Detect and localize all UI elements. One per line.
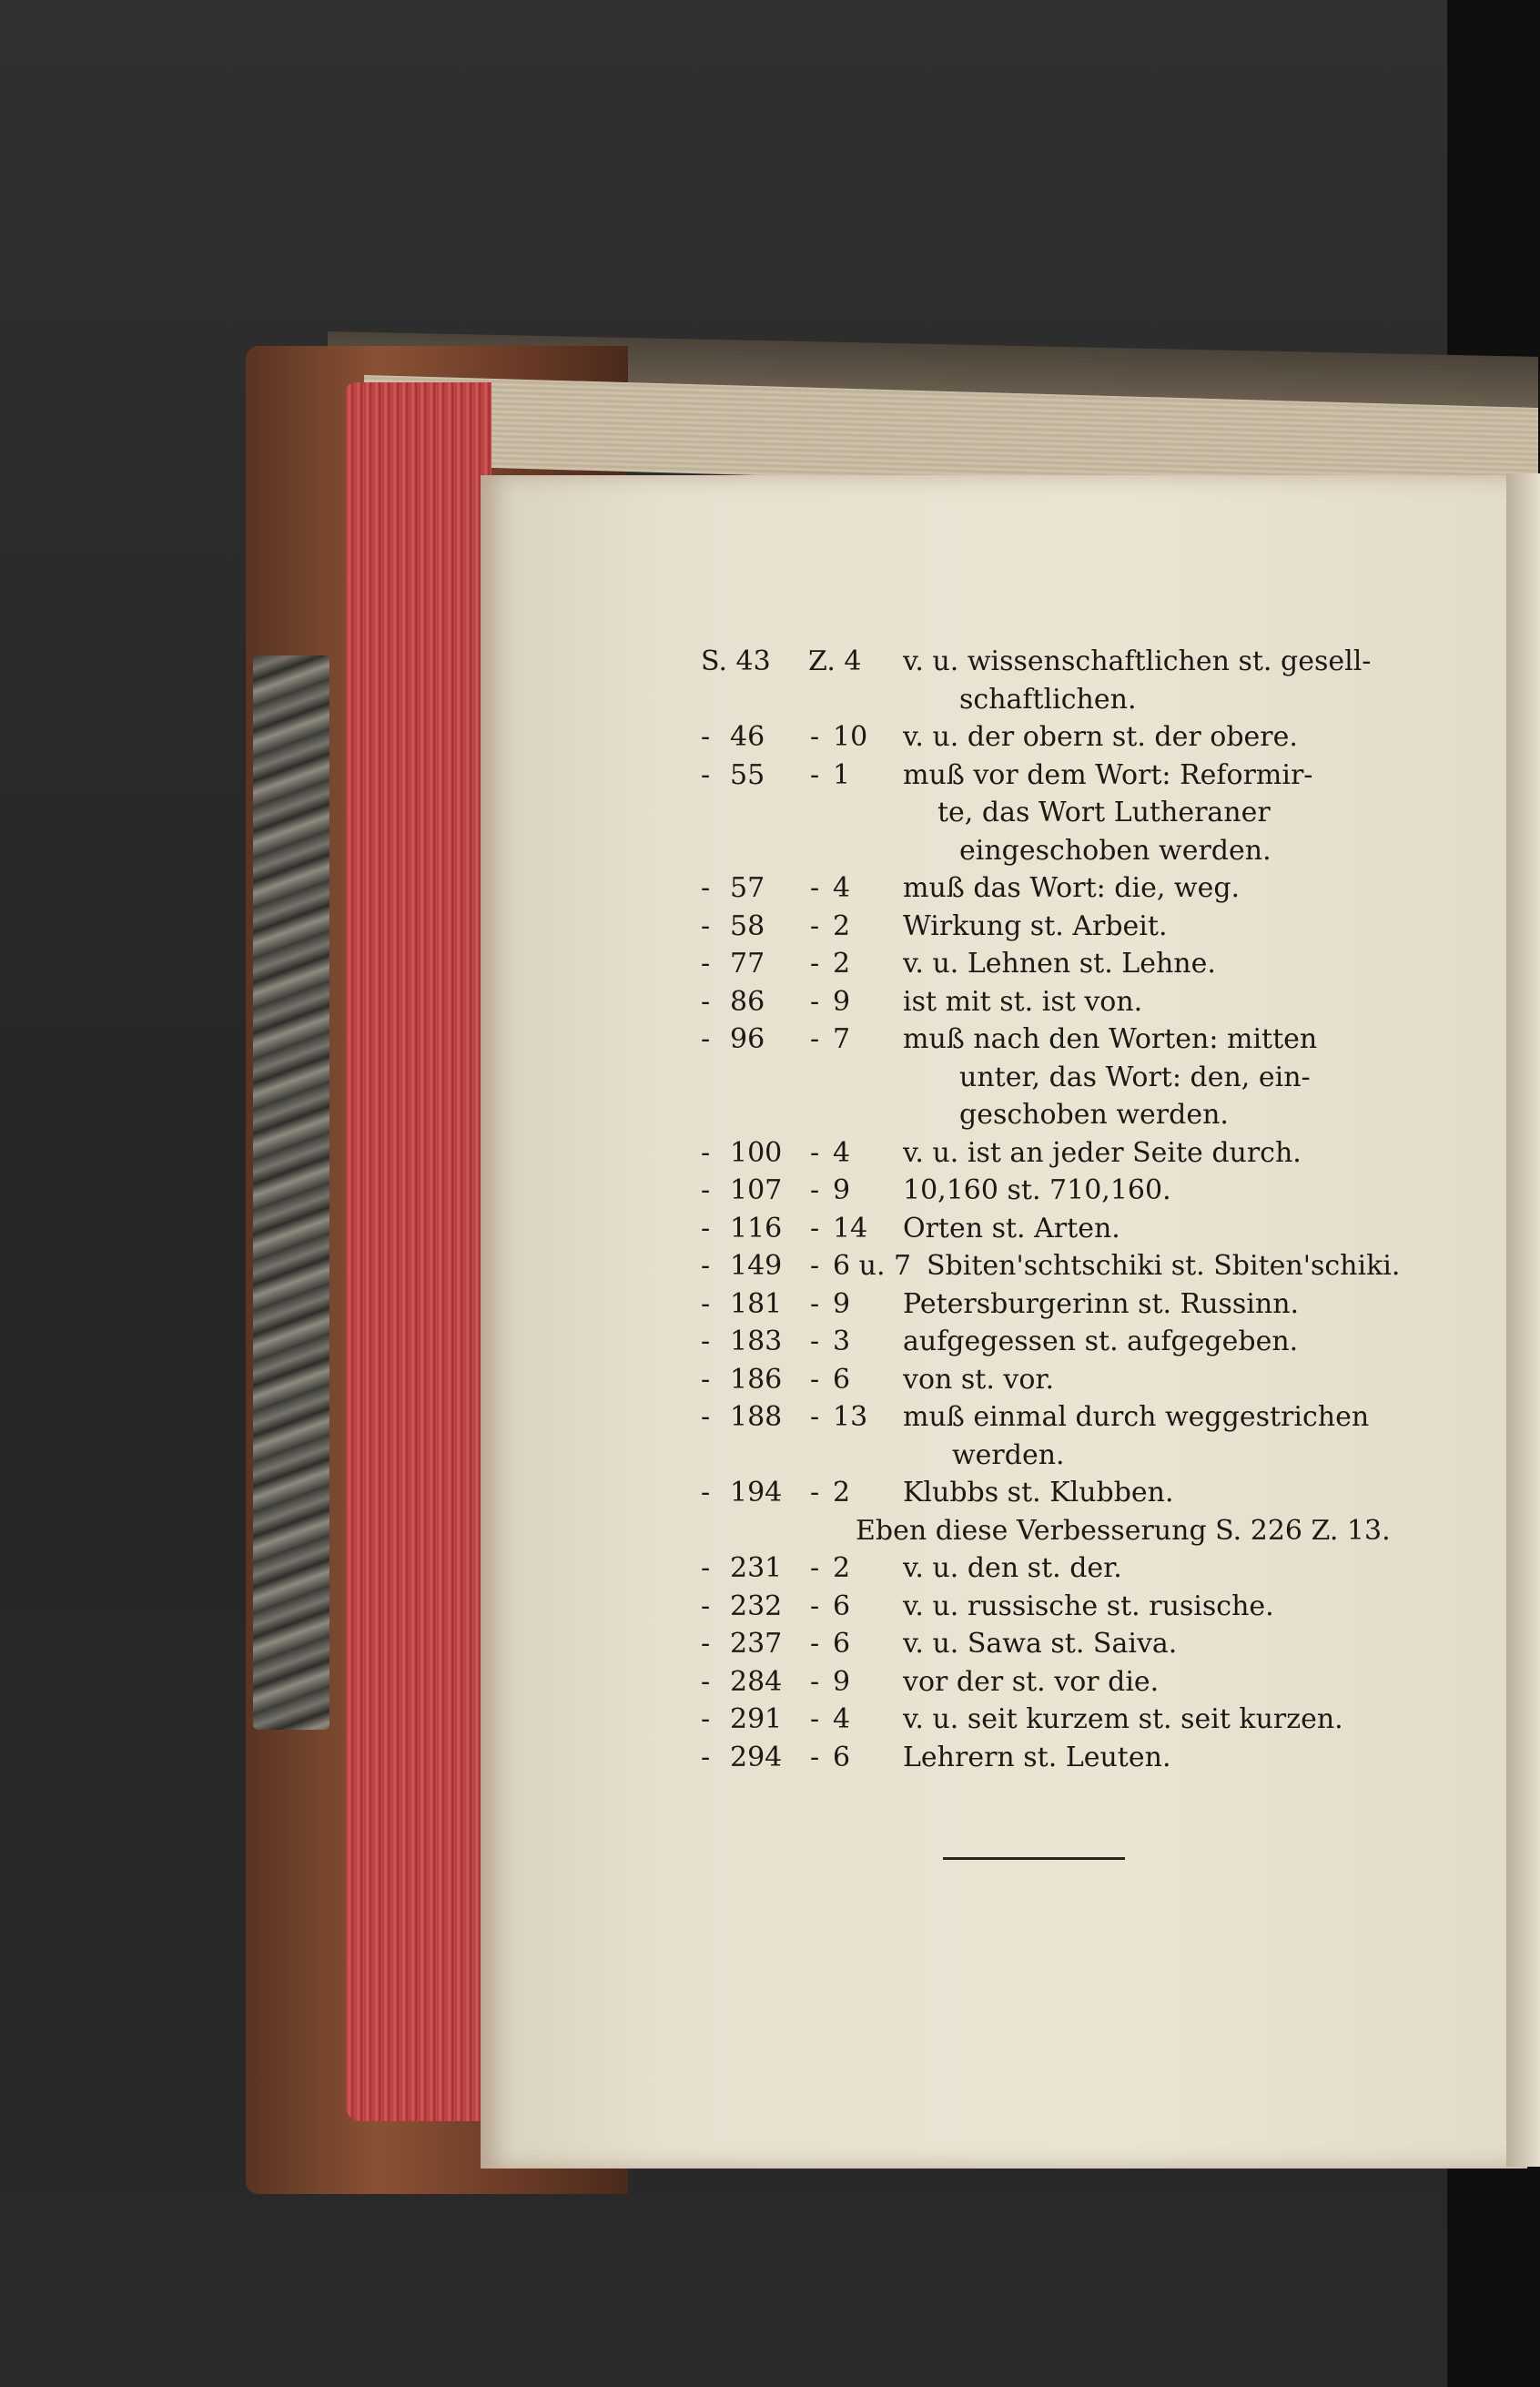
errata-line: 9 bbox=[833, 1174, 851, 1206]
errata-line: 14 bbox=[833, 1212, 868, 1244]
errata-continuation: schaftlichen. bbox=[959, 683, 1137, 716]
facing-page-edge bbox=[1506, 473, 1540, 2167]
errata-continuation: geschoben werden. bbox=[959, 1099, 1229, 1131]
errata-continuation: unter, das Wort: den, ein- bbox=[959, 1061, 1311, 1093]
errata-continuation: eingeschoben werden. bbox=[959, 834, 1272, 867]
errata-page: 107 bbox=[730, 1174, 783, 1206]
errata-page: 96 bbox=[730, 1023, 765, 1055]
errata-page: 284 bbox=[730, 1665, 783, 1698]
marbled-cover-panel bbox=[253, 655, 329, 1730]
errata-entry: - 58 - 2 Wirkung st. Arbeit. bbox=[701, 908, 1429, 946]
errata-page: 237 bbox=[730, 1628, 783, 1660]
errata-correction: aufgegessen st. aufgegeben. bbox=[903, 1326, 1299, 1357]
errata-line: 1 bbox=[833, 758, 851, 791]
errata-entry: - 237 - 6 v. u. Sawa st. Saiva. bbox=[701, 1625, 1429, 1663]
errata-correction: v. u. der obern st. der obere. bbox=[903, 721, 1298, 753]
errata-line: 6 bbox=[833, 1741, 851, 1773]
errata-entry: - 107 - 9 10,160 st. 710,160. bbox=[701, 1172, 1429, 1210]
errata-page: 55 bbox=[730, 758, 765, 791]
errata-list bbox=[701, 643, 1429, 1776]
errata-entry: - 183 - 3 aufgegessen st. aufgegeben. bbox=[701, 1323, 1429, 1361]
errata-page: 231 bbox=[730, 1552, 783, 1584]
errata-line: 7 bbox=[833, 1023, 851, 1055]
closing-rule bbox=[943, 1857, 1125, 1860]
errata-correction: muß vor dem Wort: Reformir- bbox=[903, 758, 1313, 791]
errata-correction: 10,160 st. 710,160. bbox=[903, 1174, 1171, 1206]
errata-correction: muß das Wort: die, weg. bbox=[903, 872, 1241, 904]
errata-line: Z. 4 bbox=[808, 645, 862, 677]
errata-correction: ist mit st. ist von. bbox=[903, 985, 1143, 1018]
errata-correction: v. u. russische st. rusische. bbox=[903, 1590, 1274, 1622]
errata-line: 2 bbox=[833, 1477, 851, 1508]
errata-entry: - 116 - 14 Orten st. Arten. bbox=[701, 1210, 1429, 1248]
errata-entry: - 57 - 4 muß das Wort: die, weg. bbox=[701, 869, 1429, 908]
errata-line: 6 u. 7 bbox=[833, 1250, 912, 1282]
errata-entry: - 86 - 9 ist mit st. ist von. bbox=[701, 983, 1429, 1021]
errata-line: 4 bbox=[833, 1136, 851, 1169]
errata-entry: - 231 - 2 v. u. den st. der. bbox=[701, 1549, 1429, 1588]
errata-page: 194 bbox=[730, 1477, 783, 1508]
errata-line: 2 bbox=[833, 948, 851, 980]
errata-correction: Klubbs st. Klubben. bbox=[903, 1477, 1174, 1508]
errata-correction: v. u. ist an jeder Seite durch. bbox=[903, 1136, 1302, 1169]
errata-correction: Petersburgerinn st. Russinn. bbox=[903, 1287, 1300, 1320]
errata-entry: - 55 - 1 muß vor dem Wort: Reformir- bbox=[701, 757, 1429, 795]
errata-page: 58 bbox=[730, 909, 765, 942]
errata-correction: muß nach den Worten: mitten bbox=[903, 1023, 1318, 1055]
errata-entry: - 284 - 9 vor der st. vor die. bbox=[701, 1663, 1429, 1701]
errata-page: 86 bbox=[730, 985, 765, 1018]
errata-page: 188 bbox=[730, 1401, 783, 1433]
errata-page: 149 bbox=[730, 1250, 783, 1282]
errata-correction: Wirkung st. Arbeit. bbox=[903, 909, 1168, 942]
errata-entry: - 194 - 2 Klubbs st. Klubben. bbox=[701, 1474, 1429, 1512]
errata-line: 13 bbox=[833, 1401, 868, 1433]
errata-correction: vor der st. vor die. bbox=[903, 1665, 1160, 1698]
errata-line: 4 bbox=[833, 872, 851, 904]
errata-line: 9 bbox=[833, 1665, 851, 1698]
errata-page: 183 bbox=[730, 1326, 783, 1357]
errata-page: 186 bbox=[730, 1363, 783, 1396]
errata-line: 2 bbox=[833, 909, 851, 942]
errata-correction: v. u. Sawa st. Saiva. bbox=[903, 1628, 1178, 1660]
errata-correction: Lehrern st. Leuten. bbox=[903, 1741, 1171, 1773]
errata-continuation: werden. bbox=[952, 1438, 1065, 1471]
errata-entry: - 291 - 4 v. u. seit kurzem st. seit kurzen. bbox=[701, 1701, 1429, 1739]
errata-entry: - 100 - 4 v. u. ist an jeder Seite durch. bbox=[701, 1134, 1429, 1173]
errata-line: 6 bbox=[833, 1628, 851, 1660]
errata-note: Eben diese Verbesserung S. 226 Z. 13. bbox=[856, 1514, 1391, 1547]
errata-page: 77 bbox=[730, 948, 765, 980]
errata-line: 6 bbox=[833, 1590, 851, 1622]
errata-correction: Orten st. Arten. bbox=[903, 1212, 1120, 1244]
errata-line: 2 bbox=[833, 1552, 851, 1584]
errata-line: 4 bbox=[833, 1703, 851, 1735]
errata-entry: - 188 - 13 muß einmal durch weggestrichen bbox=[701, 1398, 1429, 1437]
errata-page: 116 bbox=[730, 1212, 783, 1244]
errata-line: 9 bbox=[833, 985, 851, 1018]
errata-line: 9 bbox=[833, 1287, 851, 1320]
errata-correction: v. u. seit kurzem st. seit kurzen. bbox=[903, 1703, 1343, 1735]
errata-entry: - 77 - 2 v. u. Lehnen st. Lehne. bbox=[701, 945, 1429, 983]
errata-page: S. 43 bbox=[701, 645, 771, 677]
errata-correction: von st. vor. bbox=[903, 1363, 1054, 1396]
errata-entry bbox=[701, 643, 1429, 681]
red-page-edges bbox=[346, 382, 491, 2121]
errata-page: 100 bbox=[730, 1136, 783, 1169]
errata-entry: - 149 - 6 u. 7 Sbiten'schtschiki st. Sbiten'schiki. bbox=[701, 1247, 1429, 1285]
errata-page: 291 bbox=[730, 1703, 783, 1735]
errata-page: 294 bbox=[730, 1741, 783, 1773]
errata-entry: - 181 - 9 Petersburgerinn st. Russinn. bbox=[701, 1285, 1429, 1324]
errata-line: 3 bbox=[833, 1326, 851, 1357]
errata-page: 46 bbox=[730, 721, 765, 753]
errata-entry: - 186 - 6 von st. vor. bbox=[701, 1361, 1429, 1399]
errata-page: 181 bbox=[730, 1287, 783, 1320]
errata-entry: - 232 - 6 v. u. russische st. rusische. bbox=[701, 1588, 1429, 1626]
errata-line: 6 bbox=[833, 1363, 851, 1396]
errata-correction: v. u. den st. der. bbox=[903, 1552, 1122, 1584]
errata-correction: Sbiten'schtschiki st. Sbiten'schiki. bbox=[927, 1250, 1401, 1282]
errata-line: 10 bbox=[833, 721, 868, 753]
errata-correction: muß einmal durch weggestrichen bbox=[903, 1401, 1370, 1433]
errata-entry: - 96 - 7 muß nach den Worten: mitten bbox=[701, 1021, 1429, 1059]
errata-page: 57 bbox=[730, 872, 765, 904]
errata-page: 232 bbox=[730, 1590, 783, 1622]
errata-continuation: te, das Wort Lutheraner bbox=[937, 797, 1271, 828]
errata-correction: v. u. wissenschaftlichen st. gesell- bbox=[903, 645, 1372, 677]
errata-entry: - 294 - 6 Lehrern st. Leuten. bbox=[701, 1739, 1429, 1777]
errata-entry: - 46 - 10 v. u. der obern st. der obere. bbox=[701, 718, 1429, 757]
errata-correction: v. u. Lehnen st. Lehne. bbox=[903, 948, 1216, 980]
